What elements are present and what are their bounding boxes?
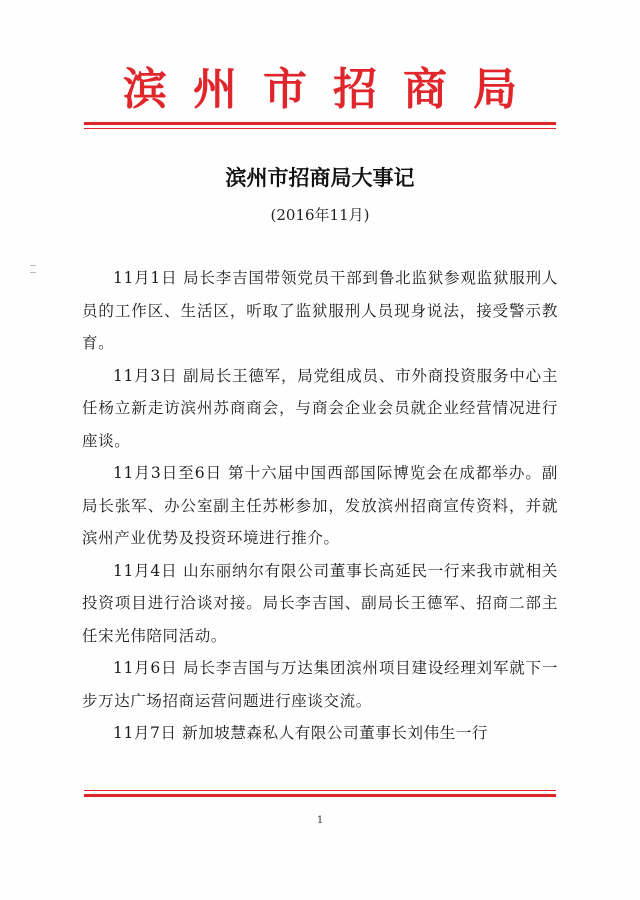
footer-divider-thin: [84, 790, 556, 791]
header-divider-thin: [84, 128, 556, 129]
organization-header: 滨州市招商局: [123, 64, 543, 115]
document-title: 滨州市招商局大事记: [225, 165, 415, 190]
event-paragraph: 11月6日 局长李吉国与万达集团滨州项目建设经理刘军就下一步万达广场招商运营问题进行座谈交流。: [82, 659, 558, 710]
event-paragraph: 11月7日 新加坡慧森私人有限公司董事长刘伟生一行: [113, 724, 489, 742]
margin-mark: [30, 265, 36, 266]
event-paragraph: 11月1日 局长李吉国带领党员干部到鲁北监狱参观监狱服刑人员的工作区、生活区，听取了监狱服刑人员现身说法，接受警示教育。: [82, 269, 558, 352]
event-paragraph: 11月4日 山东丽纳尔有限公司董事长高延民一行来我市就相关投资项目进行洽谈对接。局长李吉国、副局长王德军、招商二部主任宋光伟陪同活动。: [82, 561, 558, 645]
event-paragraph: 11月3日 副局长王德军，局党组成员、市外商投资服务中心主任杨立新走访滨州苏商商会，与商会企业会员就企业经营情况进行座谈。: [82, 366, 558, 450]
event-paragraph: 11月3日至6日 第十六届中国西部国际博览会在成都举办。副局长张军、办公室副主任苏彬参加，发放滨州招商宣传资料，并就滨州产业优势及投资环境进行推介。: [82, 464, 558, 547]
footer-divider-thick: [84, 794, 556, 797]
page-number: 1: [316, 815, 324, 826]
margin-mark: [30, 272, 36, 273]
header-divider-thick: [84, 122, 556, 125]
document-date: (2016年11月): [270, 206, 370, 224]
document-body: [82, 262, 558, 750]
